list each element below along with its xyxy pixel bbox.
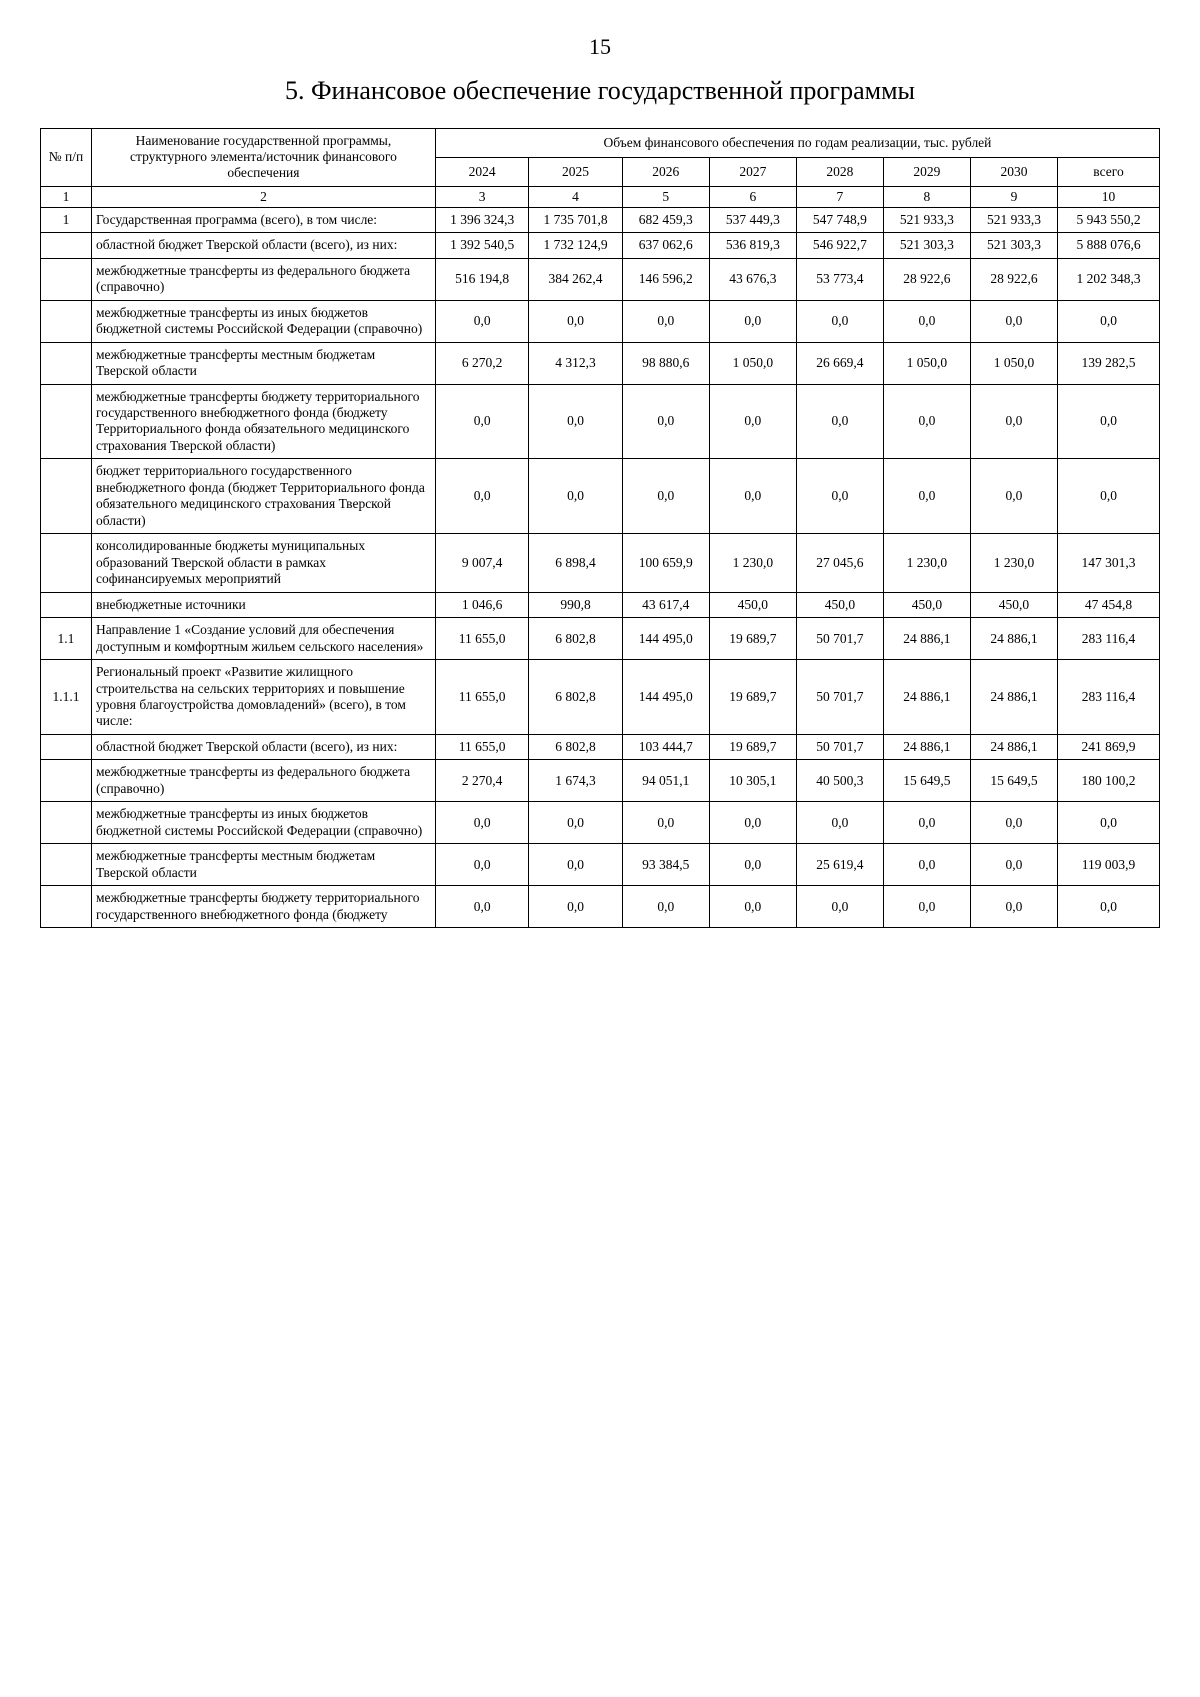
row-value-cell: 0,0: [883, 886, 970, 928]
row-value-cell: 6 802,8: [529, 734, 622, 759]
row-total-cell: 0,0: [1058, 300, 1160, 342]
row-value-cell: 28 922,6: [970, 258, 1057, 300]
row-value-cell: 15 649,5: [970, 760, 1057, 802]
row-value-cell: 0,0: [883, 300, 970, 342]
table-row: [41, 300, 1160, 342]
row-total-cell: 1 202 348,3: [1058, 258, 1160, 300]
column-number: 10: [1058, 186, 1160, 207]
row-value-cell: 1 396 324,3: [435, 207, 528, 232]
header-total: всего: [1058, 157, 1160, 186]
row-value-cell: 1 050,0: [709, 342, 796, 384]
row-number-cell: [41, 459, 92, 534]
row-total-cell: 0,0: [1058, 459, 1160, 534]
row-number-cell: [41, 534, 92, 592]
row-value-cell: 50 701,7: [796, 618, 883, 660]
financing-table: [40, 128, 1160, 928]
column-numbers-row: [41, 186, 1160, 207]
row-value-cell: 9 007,4: [435, 534, 528, 592]
row-number-cell: [41, 760, 92, 802]
row-value-cell: 1 230,0: [970, 534, 1057, 592]
row-value-cell: 0,0: [796, 300, 883, 342]
row-total-cell: 5 888 076,6: [1058, 233, 1160, 258]
row-value-cell: 1 732 124,9: [529, 233, 622, 258]
row-value-cell: 1 230,0: [883, 534, 970, 592]
row-value-cell: 24 886,1: [970, 660, 1057, 735]
table-row: [41, 233, 1160, 258]
row-total-cell: 147 301,3: [1058, 534, 1160, 592]
row-value-cell: 0,0: [970, 384, 1057, 459]
row-number-cell: 1: [41, 207, 92, 232]
table-row: [41, 734, 1160, 759]
row-value-cell: 24 886,1: [883, 660, 970, 735]
row-value-cell: 0,0: [622, 886, 709, 928]
row-name-cell: межбюджетные трансферты бюджету территориального государственного внебюджетного фонда (бюджету Территориального фонда обязательного медицинского страхования Тверской области): [91, 384, 435, 459]
table-row: [41, 207, 1160, 232]
row-value-cell: 0,0: [435, 384, 528, 459]
row-value-cell: 6 898,4: [529, 534, 622, 592]
row-value-cell: 0,0: [970, 300, 1057, 342]
row-number-cell: [41, 802, 92, 844]
row-value-cell: 146 596,2: [622, 258, 709, 300]
row-value-cell: 0,0: [796, 886, 883, 928]
column-number: 9: [970, 186, 1057, 207]
row-value-cell: 450,0: [883, 592, 970, 617]
row-value-cell: 0,0: [435, 886, 528, 928]
table-row: [41, 618, 1160, 660]
header-year: 2026: [622, 157, 709, 186]
row-value-cell: 537 449,3: [709, 207, 796, 232]
row-number-cell: [41, 342, 92, 384]
row-value-cell: 24 886,1: [970, 734, 1057, 759]
row-value-cell: 0,0: [622, 384, 709, 459]
row-value-cell: 547 748,9: [796, 207, 883, 232]
row-value-cell: 0,0: [435, 459, 528, 534]
row-total-cell: 139 282,5: [1058, 342, 1160, 384]
table-row: [41, 459, 1160, 534]
row-name-cell: Направление 1 «Создание условий для обеспечения доступным и комфортным жильем сельского населения»: [91, 618, 435, 660]
header-year: 2027: [709, 157, 796, 186]
row-name-cell: Региональный проект «Развитие жилищного строительства на сельских территориях и повышение уровня благоустройства домовладений» (всего), в том числе:: [91, 660, 435, 735]
column-number: 3: [435, 186, 528, 207]
row-value-cell: 450,0: [796, 592, 883, 617]
row-number-cell: [41, 886, 92, 928]
row-total-cell: 119 003,9: [1058, 844, 1160, 886]
row-value-cell: 521 933,3: [883, 207, 970, 232]
row-name-cell: межбюджетные трансферты из федерального бюджета (справочно): [91, 258, 435, 300]
row-value-cell: 516 194,8: [435, 258, 528, 300]
row-value-cell: 50 701,7: [796, 734, 883, 759]
row-value-cell: 536 819,3: [709, 233, 796, 258]
row-value-cell: 6 802,8: [529, 660, 622, 735]
row-value-cell: 6 802,8: [529, 618, 622, 660]
section-title: 5. Финансовое обеспечение государственной программы: [284, 76, 916, 105]
row-total-cell: 283 116,4: [1058, 618, 1160, 660]
row-name-cell: межбюджетные трансферты бюджету территориального государственного внебюджетного фонда (бюджету: [91, 886, 435, 928]
column-number: 5: [622, 186, 709, 207]
row-number-cell: [41, 300, 92, 342]
row-value-cell: 0,0: [529, 802, 622, 844]
row-value-cell: 521 303,3: [970, 233, 1057, 258]
row-name-cell: областной бюджет Тверской области (всего), из них:: [91, 734, 435, 759]
row-name-cell: консолидированные бюджеты муниципальных образований Тверской области в рамках софинансируемых мероприятий: [91, 534, 435, 592]
column-number: 7: [796, 186, 883, 207]
row-total-cell: 241 869,9: [1058, 734, 1160, 759]
row-value-cell: 0,0: [709, 886, 796, 928]
row-number-cell: 1.1.1: [41, 660, 92, 735]
row-value-cell: 6 270,2: [435, 342, 528, 384]
table-row: [41, 258, 1160, 300]
row-name-cell: бюджет территориального государственного внебюджетного фонда (бюджет Территориального фонда обязательного медицинского страхования Тверской области): [91, 459, 435, 534]
row-value-cell: 100 659,9: [622, 534, 709, 592]
row-value-cell: 19 689,7: [709, 618, 796, 660]
row-value-cell: 43 617,4: [622, 592, 709, 617]
row-number-cell: [41, 844, 92, 886]
row-value-cell: 53 773,4: [796, 258, 883, 300]
table-row: [41, 342, 1160, 384]
row-value-cell: 521 933,3: [970, 207, 1057, 232]
row-total-cell: 5 943 550,2: [1058, 207, 1160, 232]
row-value-cell: 1 050,0: [883, 342, 970, 384]
row-value-cell: 0,0: [529, 300, 622, 342]
header-year: 2030: [970, 157, 1057, 186]
row-value-cell: 4 312,3: [529, 342, 622, 384]
row-value-cell: 0,0: [970, 802, 1057, 844]
header-num: № п/п: [41, 129, 92, 187]
row-value-cell: 0,0: [435, 802, 528, 844]
row-value-cell: 11 655,0: [435, 734, 528, 759]
table-body: [41, 207, 1160, 927]
row-value-cell: 0,0: [709, 459, 796, 534]
row-value-cell: 98 880,6: [622, 342, 709, 384]
row-name-cell: межбюджетные трансферты местным бюджетам Тверской области: [91, 844, 435, 886]
row-value-cell: 0,0: [622, 459, 709, 534]
row-value-cell: 26 669,4: [796, 342, 883, 384]
row-name-cell: областной бюджет Тверской области (всего), из них:: [91, 233, 435, 258]
row-value-cell: 1 392 540,5: [435, 233, 528, 258]
table-row: [41, 886, 1160, 928]
header-year: 2025: [529, 157, 622, 186]
row-value-cell: 0,0: [796, 384, 883, 459]
table-row: [41, 384, 1160, 459]
row-number-cell: 1.1: [41, 618, 92, 660]
row-number-cell: [41, 233, 92, 258]
table-row: [41, 592, 1160, 617]
row-value-cell: 0,0: [622, 802, 709, 844]
header-name: Наименование государственной программы, структурного элемента/источник финансового обеспечения: [91, 129, 435, 187]
row-value-cell: 0,0: [709, 802, 796, 844]
row-value-cell: 0,0: [709, 300, 796, 342]
row-value-cell: 546 922,7: [796, 233, 883, 258]
table-row: [41, 760, 1160, 802]
row-value-cell: 0,0: [883, 844, 970, 886]
header-year: 2028: [796, 157, 883, 186]
row-value-cell: 27 045,6: [796, 534, 883, 592]
row-name-cell: Государственная программа (всего), в том числе:: [91, 207, 435, 232]
row-value-cell: 0,0: [883, 802, 970, 844]
row-value-cell: 0,0: [709, 844, 796, 886]
row-value-cell: 0,0: [529, 886, 622, 928]
row-value-cell: 384 262,4: [529, 258, 622, 300]
row-value-cell: 0,0: [970, 886, 1057, 928]
row-value-cell: 24 886,1: [883, 618, 970, 660]
row-value-cell: 450,0: [709, 592, 796, 617]
row-name-cell: межбюджетные трансферты из иных бюджетов бюджетной системы Российской Федерации (справочно): [91, 802, 435, 844]
row-value-cell: 990,8: [529, 592, 622, 617]
column-number: 2: [91, 186, 435, 207]
row-value-cell: 0,0: [796, 802, 883, 844]
row-name-cell: межбюджетные трансферты местным бюджетам Тверской области: [91, 342, 435, 384]
header-year: 2024: [435, 157, 528, 186]
row-value-cell: 521 303,3: [883, 233, 970, 258]
row-value-cell: 43 676,3: [709, 258, 796, 300]
row-value-cell: 25 619,4: [796, 844, 883, 886]
column-number: 8: [883, 186, 970, 207]
row-value-cell: 1 674,3: [529, 760, 622, 802]
row-value-cell: 0,0: [883, 384, 970, 459]
row-value-cell: 15 649,5: [883, 760, 970, 802]
financing-table-container: [40, 128, 1160, 928]
header-funding-group: Объем финансового обеспечения по годам реализации, тыс. рублей: [435, 129, 1159, 158]
row-number-cell: [41, 384, 92, 459]
header-row-1: [41, 129, 1160, 158]
row-name-cell: внебюджетные источники: [91, 592, 435, 617]
page-number: 15: [589, 34, 611, 59]
row-name-cell: межбюджетные трансферты из иных бюджетов бюджетной системы Российской Федерации (справочно): [91, 300, 435, 342]
row-value-cell: 19 689,7: [709, 660, 796, 735]
row-name-cell: межбюджетные трансферты из федерального бюджета (справочно): [91, 760, 435, 802]
row-value-cell: 1 735 701,8: [529, 207, 622, 232]
row-value-cell: 11 655,0: [435, 660, 528, 735]
row-value-cell: 1 046,6: [435, 592, 528, 617]
row-value-cell: 19 689,7: [709, 734, 796, 759]
row-total-cell: 0,0: [1058, 802, 1160, 844]
row-value-cell: 637 062,6: [622, 233, 709, 258]
row-total-cell: 0,0: [1058, 886, 1160, 928]
row-value-cell: 24 886,1: [970, 618, 1057, 660]
row-value-cell: 144 495,0: [622, 618, 709, 660]
row-value-cell: 0,0: [622, 300, 709, 342]
row-value-cell: 11 655,0: [435, 618, 528, 660]
row-value-cell: 0,0: [709, 384, 796, 459]
row-value-cell: 0,0: [796, 459, 883, 534]
column-number: 6: [709, 186, 796, 207]
row-number-cell: [41, 592, 92, 617]
row-value-cell: 1 050,0: [970, 342, 1057, 384]
row-value-cell: 28 922,6: [883, 258, 970, 300]
row-total-cell: 283 116,4: [1058, 660, 1160, 735]
table-row: [41, 660, 1160, 735]
row-value-cell: 0,0: [529, 384, 622, 459]
row-value-cell: 0,0: [435, 844, 528, 886]
table-row: [41, 534, 1160, 592]
row-value-cell: 682 459,3: [622, 207, 709, 232]
row-number-cell: [41, 258, 92, 300]
row-value-cell: 0,0: [529, 844, 622, 886]
column-number: 4: [529, 186, 622, 207]
row-total-cell: 47 454,8: [1058, 592, 1160, 617]
row-number-cell: [41, 734, 92, 759]
row-value-cell: 0,0: [970, 459, 1057, 534]
row-value-cell: 0,0: [970, 844, 1057, 886]
row-value-cell: 93 384,5: [622, 844, 709, 886]
row-total-cell: 0,0: [1058, 384, 1160, 459]
row-value-cell: 1 230,0: [709, 534, 796, 592]
header-year: 2029: [883, 157, 970, 186]
row-value-cell: 24 886,1: [883, 734, 970, 759]
row-value-cell: 2 270,4: [435, 760, 528, 802]
row-value-cell: 103 444,7: [622, 734, 709, 759]
row-value-cell: 10 305,1: [709, 760, 796, 802]
column-number: 1: [41, 186, 92, 207]
row-value-cell: 50 701,7: [796, 660, 883, 735]
row-value-cell: 144 495,0: [622, 660, 709, 735]
row-value-cell: 0,0: [883, 459, 970, 534]
row-value-cell: 0,0: [435, 300, 528, 342]
row-value-cell: 94 051,1: [622, 760, 709, 802]
row-value-cell: 40 500,3: [796, 760, 883, 802]
table-row: [41, 802, 1160, 844]
table-row: [41, 844, 1160, 886]
row-total-cell: 180 100,2: [1058, 760, 1160, 802]
row-value-cell: 0,0: [529, 459, 622, 534]
row-value-cell: 450,0: [970, 592, 1057, 617]
